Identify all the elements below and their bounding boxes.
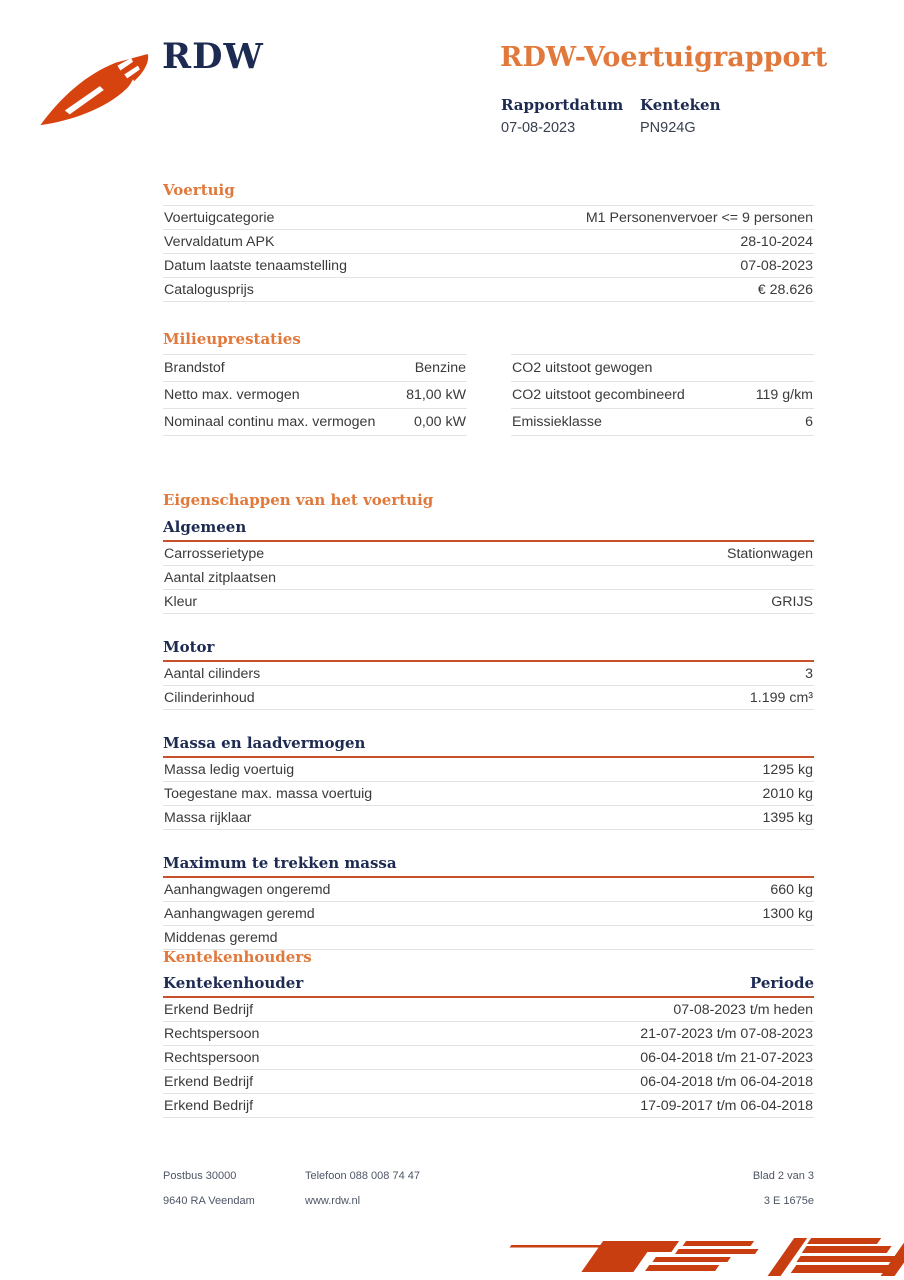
holder-name: Erkend Bedrijf <box>164 1073 254 1090</box>
row-label: Massa ledig voertuig <box>164 761 295 778</box>
subsection-trekken-massa <box>163 854 814 950</box>
row-value: 1295 kg <box>762 761 813 778</box>
table-row <box>163 1070 814 1094</box>
row-value: Stationwagen <box>727 545 813 562</box>
subsection-algemeen <box>163 518 814 614</box>
row-label: Toegestane max. massa voertuig <box>164 785 373 802</box>
row-label: Emissieklasse <box>512 414 602 430</box>
rdw-feather-logo-icon <box>36 52 156 130</box>
row-value: 81,00 kW <box>406 387 466 403</box>
subsection-title: Maximum te trekken massa <box>163 854 814 878</box>
page-footer <box>163 1170 814 1220</box>
row-value: 119 g/km <box>755 387 813 403</box>
table-row <box>163 542 814 566</box>
table-row <box>163 409 467 436</box>
report-meta <box>501 96 779 136</box>
row-value: 0,00 kW <box>413 414 466 430</box>
page-title: RDW-Voertuigrapport <box>500 42 828 73</box>
holder-periode: 07-08-2023 t/m heden <box>673 1001 813 1018</box>
section-milieuprestaties <box>163 330 814 436</box>
row-label: CO2 uitstoot gecombineerd <box>512 387 685 403</box>
section-heading: Milieuprestaties <box>163 330 301 348</box>
holder-name: Erkend Bedrijf <box>164 1097 254 1114</box>
table-row <box>163 758 814 782</box>
column-header-kentekenhouder: Kentekenhouder <box>163 974 304 992</box>
row-value: 3 <box>805 665 813 682</box>
row-label: Netto max. vermogen <box>164 387 300 403</box>
subsection-title: Massa en laadvermogen <box>163 734 814 758</box>
footer-line-1 <box>163 1170 814 1182</box>
table-row <box>163 1094 814 1118</box>
row-label: Carrosserietype <box>164 545 265 562</box>
footer-address-line1: Postbus 30000 <box>163 1170 237 1182</box>
voertuig-rows <box>163 205 814 302</box>
row-value: 07-08-2023 <box>740 257 813 274</box>
row-value: 1395 kg <box>762 809 813 826</box>
section-eigenschappen <box>163 491 814 950</box>
row-label: Brandstof <box>164 360 225 376</box>
table-row <box>511 355 814 382</box>
holder-name: Erkend Bedrijf <box>164 1001 254 1018</box>
table-row <box>163 382 467 409</box>
table-row <box>163 902 814 926</box>
section-voertuig <box>163 181 814 302</box>
row-value: 2010 kg <box>762 785 813 802</box>
footer-phone: Telefoon 088 008 74 47 <box>305 1170 420 1182</box>
row-label: Aanhangwagen ongeremd <box>164 881 331 898</box>
footer-page-info: Blad 2 van 3 <box>752 1170 814 1182</box>
subsection-title: Motor <box>163 638 814 662</box>
row-label: Catalogusprijs <box>164 281 254 298</box>
kentekenhouders-header-row <box>163 974 814 998</box>
row-value: 28-10-2024 <box>740 233 813 250</box>
row-value: GRIJS <box>771 593 813 610</box>
license-plate-value: PN924G <box>640 120 696 136</box>
row-value: Benzine <box>414 360 466 376</box>
row-label: Vervaldatum APK <box>164 233 275 250</box>
table-row <box>163 878 814 902</box>
row-label: Aanhangwagen geremd <box>164 905 315 922</box>
holder-periode: 17-09-2017 t/m 06-04-2018 <box>640 1097 813 1114</box>
table-row <box>163 662 814 686</box>
table-row <box>163 926 814 950</box>
section-kentekenhouders <box>163 948 814 1118</box>
row-label: Nominaal continu max. vermogen <box>164 414 376 430</box>
row-label: Massa rijklaar <box>164 809 252 826</box>
section-heading: Voertuig <box>163 181 235 199</box>
table-row <box>163 1022 814 1046</box>
milieu-right-column <box>511 354 814 436</box>
row-label: Cilinderinhoud <box>164 689 255 706</box>
row-label: CO2 uitstoot gewogen <box>512 360 653 376</box>
table-row <box>163 998 814 1022</box>
footer-website: www.rdw.nl <box>305 1195 361 1207</box>
table-row <box>163 1046 814 1070</box>
kentekenhouders-rows <box>163 998 814 1118</box>
row-value: M1 Personenvervoer <= 9 personen <box>585 209 813 226</box>
row-label: Voertuigcategorie <box>164 209 275 226</box>
holder-periode: 06-04-2018 t/m 21-07-2023 <box>640 1049 813 1066</box>
milieu-grid <box>163 354 814 436</box>
milieu-left-column <box>163 354 467 436</box>
algemeen-rows <box>163 542 814 614</box>
row-label: Datum laatste tenaamstelling <box>164 257 347 274</box>
row-label: Aantal zitplaatsen <box>164 569 276 586</box>
license-plate-block <box>640 96 779 136</box>
subsection-massa <box>163 734 814 830</box>
subsection-title: Algemeen <box>163 518 814 542</box>
footer-line-2 <box>163 1195 814 1207</box>
table-row <box>163 782 814 806</box>
row-value: 1300 kg <box>762 905 813 922</box>
row-value: 6 <box>805 414 813 430</box>
table-row <box>163 590 814 614</box>
row-value: 1.199 cm³ <box>749 689 813 706</box>
table-row <box>163 686 814 710</box>
stripes-decoration-icon <box>509 1234 904 1280</box>
license-plate-label: Kenteken <box>640 96 721 114</box>
table-row <box>163 278 814 302</box>
table-row <box>163 566 814 590</box>
section-heading: Kentekenhouders <box>163 948 312 966</box>
table-row <box>163 254 814 278</box>
table-row <box>163 206 814 230</box>
trekken-massa-rows <box>163 878 814 950</box>
holder-periode: 06-04-2018 t/m 06-04-2018 <box>640 1073 813 1090</box>
footer-doc-code: 3 E 1675e <box>763 1195 814 1207</box>
report-date-label: Rapportdatum <box>501 96 624 114</box>
table-row <box>511 409 814 436</box>
brand-wordmark: RDW <box>162 36 264 77</box>
row-value: € 28.626 <box>757 281 813 298</box>
row-label: Kleur <box>164 593 198 610</box>
report-date-block <box>501 96 640 136</box>
table-row <box>163 230 814 254</box>
table-row <box>163 806 814 830</box>
row-value: 660 kg <box>770 881 813 898</box>
section-heading: Eigenschappen van het voertuig <box>163 491 434 509</box>
row-label: Aantal cilinders <box>164 665 261 682</box>
massa-rows <box>163 758 814 830</box>
holder-periode: 21-07-2023 t/m 07-08-2023 <box>640 1025 813 1042</box>
subsection-motor <box>163 638 814 710</box>
holder-name: Rechtspersoon <box>164 1025 260 1042</box>
column-header-periode: Periode <box>749 974 814 992</box>
holder-name: Rechtspersoon <box>164 1049 260 1066</box>
footer-address-line2: 9640 RA Veendam <box>163 1195 255 1207</box>
row-label: Middenas geremd <box>164 929 278 946</box>
report-date-value: 07-08-2023 <box>501 120 576 136</box>
table-row <box>163 355 467 382</box>
table-row <box>511 382 814 409</box>
motor-rows <box>163 662 814 710</box>
